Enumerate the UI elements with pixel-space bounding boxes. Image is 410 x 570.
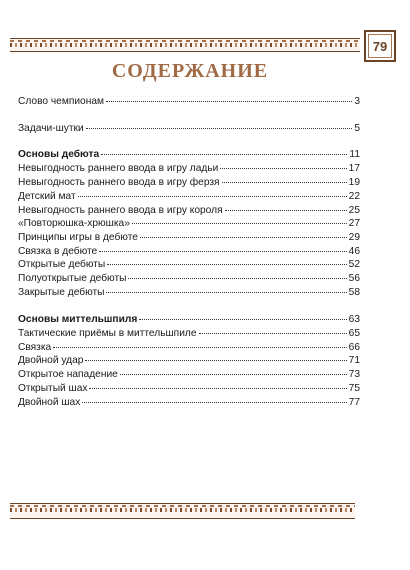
toc-entry-14[interactable]: Тактические приёмы в миттельшпиле 65 bbox=[18, 328, 360, 339]
page-title: СОДЕРЖАНИЕ bbox=[111, 60, 269, 82]
toc-entry-10[interactable]: Открытые дебюты 52 bbox=[18, 259, 360, 270]
toc-entry-3[interactable]: Невыгодность раннего ввода в игру ладьи 17 bbox=[18, 163, 360, 174]
toc-entry-11[interactable]: Полуоткрытые дебюты 56 bbox=[18, 273, 360, 284]
toc-entry-16[interactable]: Двойной удар 71 bbox=[18, 355, 360, 366]
toc-entry-6[interactable]: Невыгодность раннего ввода в игру короля 25 bbox=[18, 205, 360, 216]
top-ornament-border bbox=[10, 38, 360, 52]
toc-section-opening[interactable]: Основы дебюта 11 bbox=[18, 149, 360, 160]
toc-entry-15[interactable]: Связка 66 bbox=[18, 342, 360, 353]
toc-entry-19[interactable]: Двойной шах 77 bbox=[18, 397, 360, 408]
toc-entry-0[interactable]: Слово чемпионам 3 bbox=[18, 96, 360, 107]
toc-entry-5[interactable]: Детский мат 22 bbox=[18, 191, 360, 202]
toc-entry-18[interactable]: Открытый шах 75 bbox=[18, 383, 360, 394]
page-number-box bbox=[364, 30, 396, 62]
toc-entry-1[interactable]: Задачи-шутки 5 bbox=[18, 123, 360, 134]
bottom-ornament-border bbox=[10, 503, 355, 519]
toc-entry-4[interactable]: Невыгодность раннего ввода в игру ферзя 19 bbox=[18, 177, 360, 188]
toc-section-middlegame[interactable]: Основы миттельшпиля 63 bbox=[18, 314, 360, 325]
toc-entry-17[interactable]: Открытое нападение 73 bbox=[18, 369, 360, 380]
page-number: 79 bbox=[372, 38, 388, 54]
toc-entry-12[interactable]: Закрытые дебюты 58 bbox=[18, 287, 360, 298]
toc-entry-7[interactable]: «Повторюшка-хрюшка» 27 bbox=[18, 218, 360, 229]
toc-entry-8[interactable]: Принципы игры в дебюте 29 bbox=[18, 232, 360, 243]
toc-entry-9[interactable]: Связка в дебюте 46 bbox=[18, 246, 360, 257]
